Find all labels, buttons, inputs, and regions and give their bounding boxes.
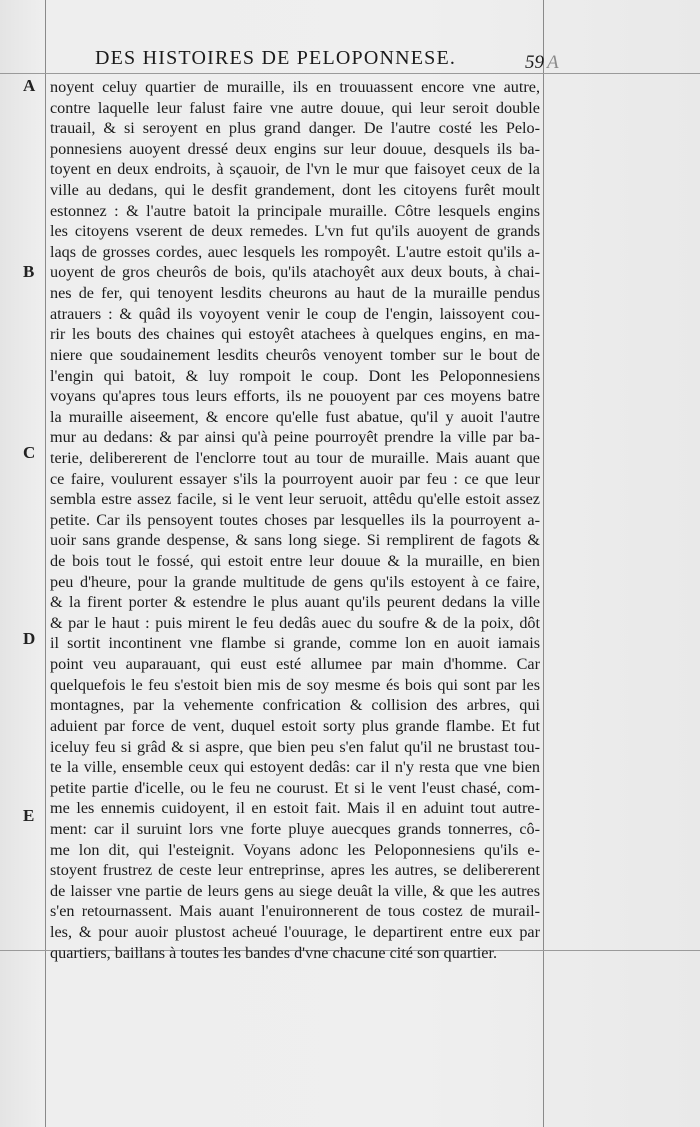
text-line: s'en retournassent. Mais auant l'enuironnerent de tous costez de murail- [50, 902, 540, 921]
text-line: toyent en deux endroits, à sçauoir, de l'vn le mur que faisoyet ceux de la [50, 160, 540, 179]
text-line: te la ville, ensemble ceux qui estoyent dedâs: car il n'y resta que vne bien [50, 758, 540, 777]
text-line: laqs de grosses cordes, auec lesquels les rompoyêt. L'autre estoit qu'ils a- [50, 242, 540, 261]
text-line: & la firent porter & estendre le plus auant qu'ils peurent dedans la ville [50, 593, 540, 612]
text-line: la muraille aiseement, & encore qu'elle fust abatue, qu'il y auoit l'autre [50, 407, 540, 426]
text-line: me lon dit, qui l'esteignit. Voyans adonc les Peloponnesiens qu'ils e- [50, 840, 540, 859]
text-line: les citoyens vserent de deux remedes. L'vn fut qu'ils auoyent de grands [50, 222, 540, 241]
library-stamp: A [547, 52, 559, 73]
text-line: ment: car il suruint lors vne forte pluye auecques grands tonnerres, cô- [50, 819, 540, 838]
text-line: estonnez : & l'autre batoit la principale muraille. Côtre lesquels engins [50, 201, 540, 220]
text-line: il sortit incontinent vne flambe si grande, comme lon en auoit iamais [50, 634, 540, 653]
margin-letter-e: E [23, 806, 35, 825]
text-line: rir les bouts des chaines qui estoyêt atachees à quelques engins, en ma- [50, 325, 540, 344]
margin-letter-a: A [23, 76, 36, 95]
text-line: mur au dedans: & par ainsi qu'à peine pourroyêt prendre la ville par ba- [50, 428, 540, 447]
page-number: 59 [525, 52, 544, 73]
text-line: noyent celuy quartier de muraille, ils en trouuassent encore vne autre, [50, 78, 540, 96]
running-head: DES HISTOIRES DE PELOPONNESE. [95, 47, 457, 69]
text-line: quartiers, baillans à toutes les bandes d'vne chacune cité son quartier. [50, 943, 498, 962]
left-margin-rule [45, 0, 46, 1127]
text-line: petite partie d'icelle, ou le feu ne courust. Et si le vent l'eust chasé, com- [50, 778, 540, 797]
text-line: iceluy feu si grâd & si aspre, que bien peu s'en falut qu'il ne brustast tou- [50, 737, 540, 756]
text-line: l'engin qui batoit, & luy rompoit le coup. Dont les Peloponnesiens [50, 366, 540, 385]
text-line: petite. Car ils pensoyent toutes choses par lesquelles ils la pourroyent a- [50, 510, 540, 529]
header-rule [0, 73, 700, 74]
text-line: les, & pour auoir plustost acheué l'ouurage, le departirent entre eux par [50, 922, 540, 941]
text-line: voyans qu'apres tous leurs efforts, ils ne pouoyent par ces moyens batre [50, 387, 540, 406]
text-line: aduient par force de vent, duquel estoit sorty plus grande flambe. Et fut [50, 716, 540, 735]
text-line: sembla estre assez facile, si le vent leur seruoit, attêdu qu'elle estoit assez [50, 490, 540, 509]
text-line: ce faire, voulurent essayer s'ils la pourroyent auoir par feu : ce que leur [50, 469, 540, 488]
text-line: uoir sans grande despense, & sans long siege. Si remplirent de fagots & [50, 531, 540, 550]
margin-letter-c: C [23, 443, 36, 462]
text-line: peu d'heure, pour la grande multitude de gens qu'ils estoyent à ce faire, [50, 572, 540, 591]
text-line: de bois tout le fossé, qui estoit entre leur douue & la muraille, en bien [50, 552, 540, 571]
text-line: montagnes, par la vehemente confrication & collision des arbres, qui [50, 696, 540, 715]
text-line: de laisser vne partie de leurs gens au siege deuât la ville, & que les autres [50, 881, 540, 900]
text-line: trauail, & si seroyent en plus grand danger. De l'autre costé les Pelo- [50, 119, 540, 138]
text-line: quelquefois le feu s'estoit bien mis de soy mesme és bois qui sont par les [50, 675, 540, 694]
text-line: terie, delibererent de l'enclorre tout au tour de muraille. Mais auant que [50, 448, 540, 467]
text-line: ponnesiens auoyent dressé deux engins sur leur douue, desquels ils ba- [50, 139, 540, 158]
text-line: point veu auparauant, qui eust esté allumee par main d'homme. Car [50, 655, 540, 674]
margin-letter-d: D [23, 629, 36, 648]
body-text [50, 77, 540, 963]
text-line: stoyent frustrez de ceste leur entreprinse, apres les autres, se delibererent [50, 861, 540, 880]
text-line: niere que soudainement lesdits cheurôs venoyent tomber sur le bout de [50, 345, 540, 364]
text-line: ville au dedans, qui le desfit grandement, dont les citoyens furêt moult [50, 181, 540, 200]
right-margin-rule [543, 0, 544, 1127]
text-line: & par le haut : puis mirent le feu dedâs auec du soufre & de la poix, dôt [50, 613, 540, 632]
text-line: atrauers : & quâd ils voyoyent venir le coup de l'engin, laissoyent cou- [50, 304, 540, 323]
text-line: me les ennemis cuidoyent, il en estoit fait. Mais il en aduint tout autre- [50, 799, 540, 818]
text-line: contre laquelle leur falust faire vne autre douue, qui leur seroit double [50, 98, 540, 117]
text-line: uoyent de gros cheurôs de bois, qu'ils atachoyêt aux deux bouts, à chai- [50, 263, 540, 282]
margin-letter-b: B [23, 262, 35, 281]
text-line: nes de fer, qui tenoyent lesdits cheurons au haut de la muraille pendus [50, 284, 540, 303]
